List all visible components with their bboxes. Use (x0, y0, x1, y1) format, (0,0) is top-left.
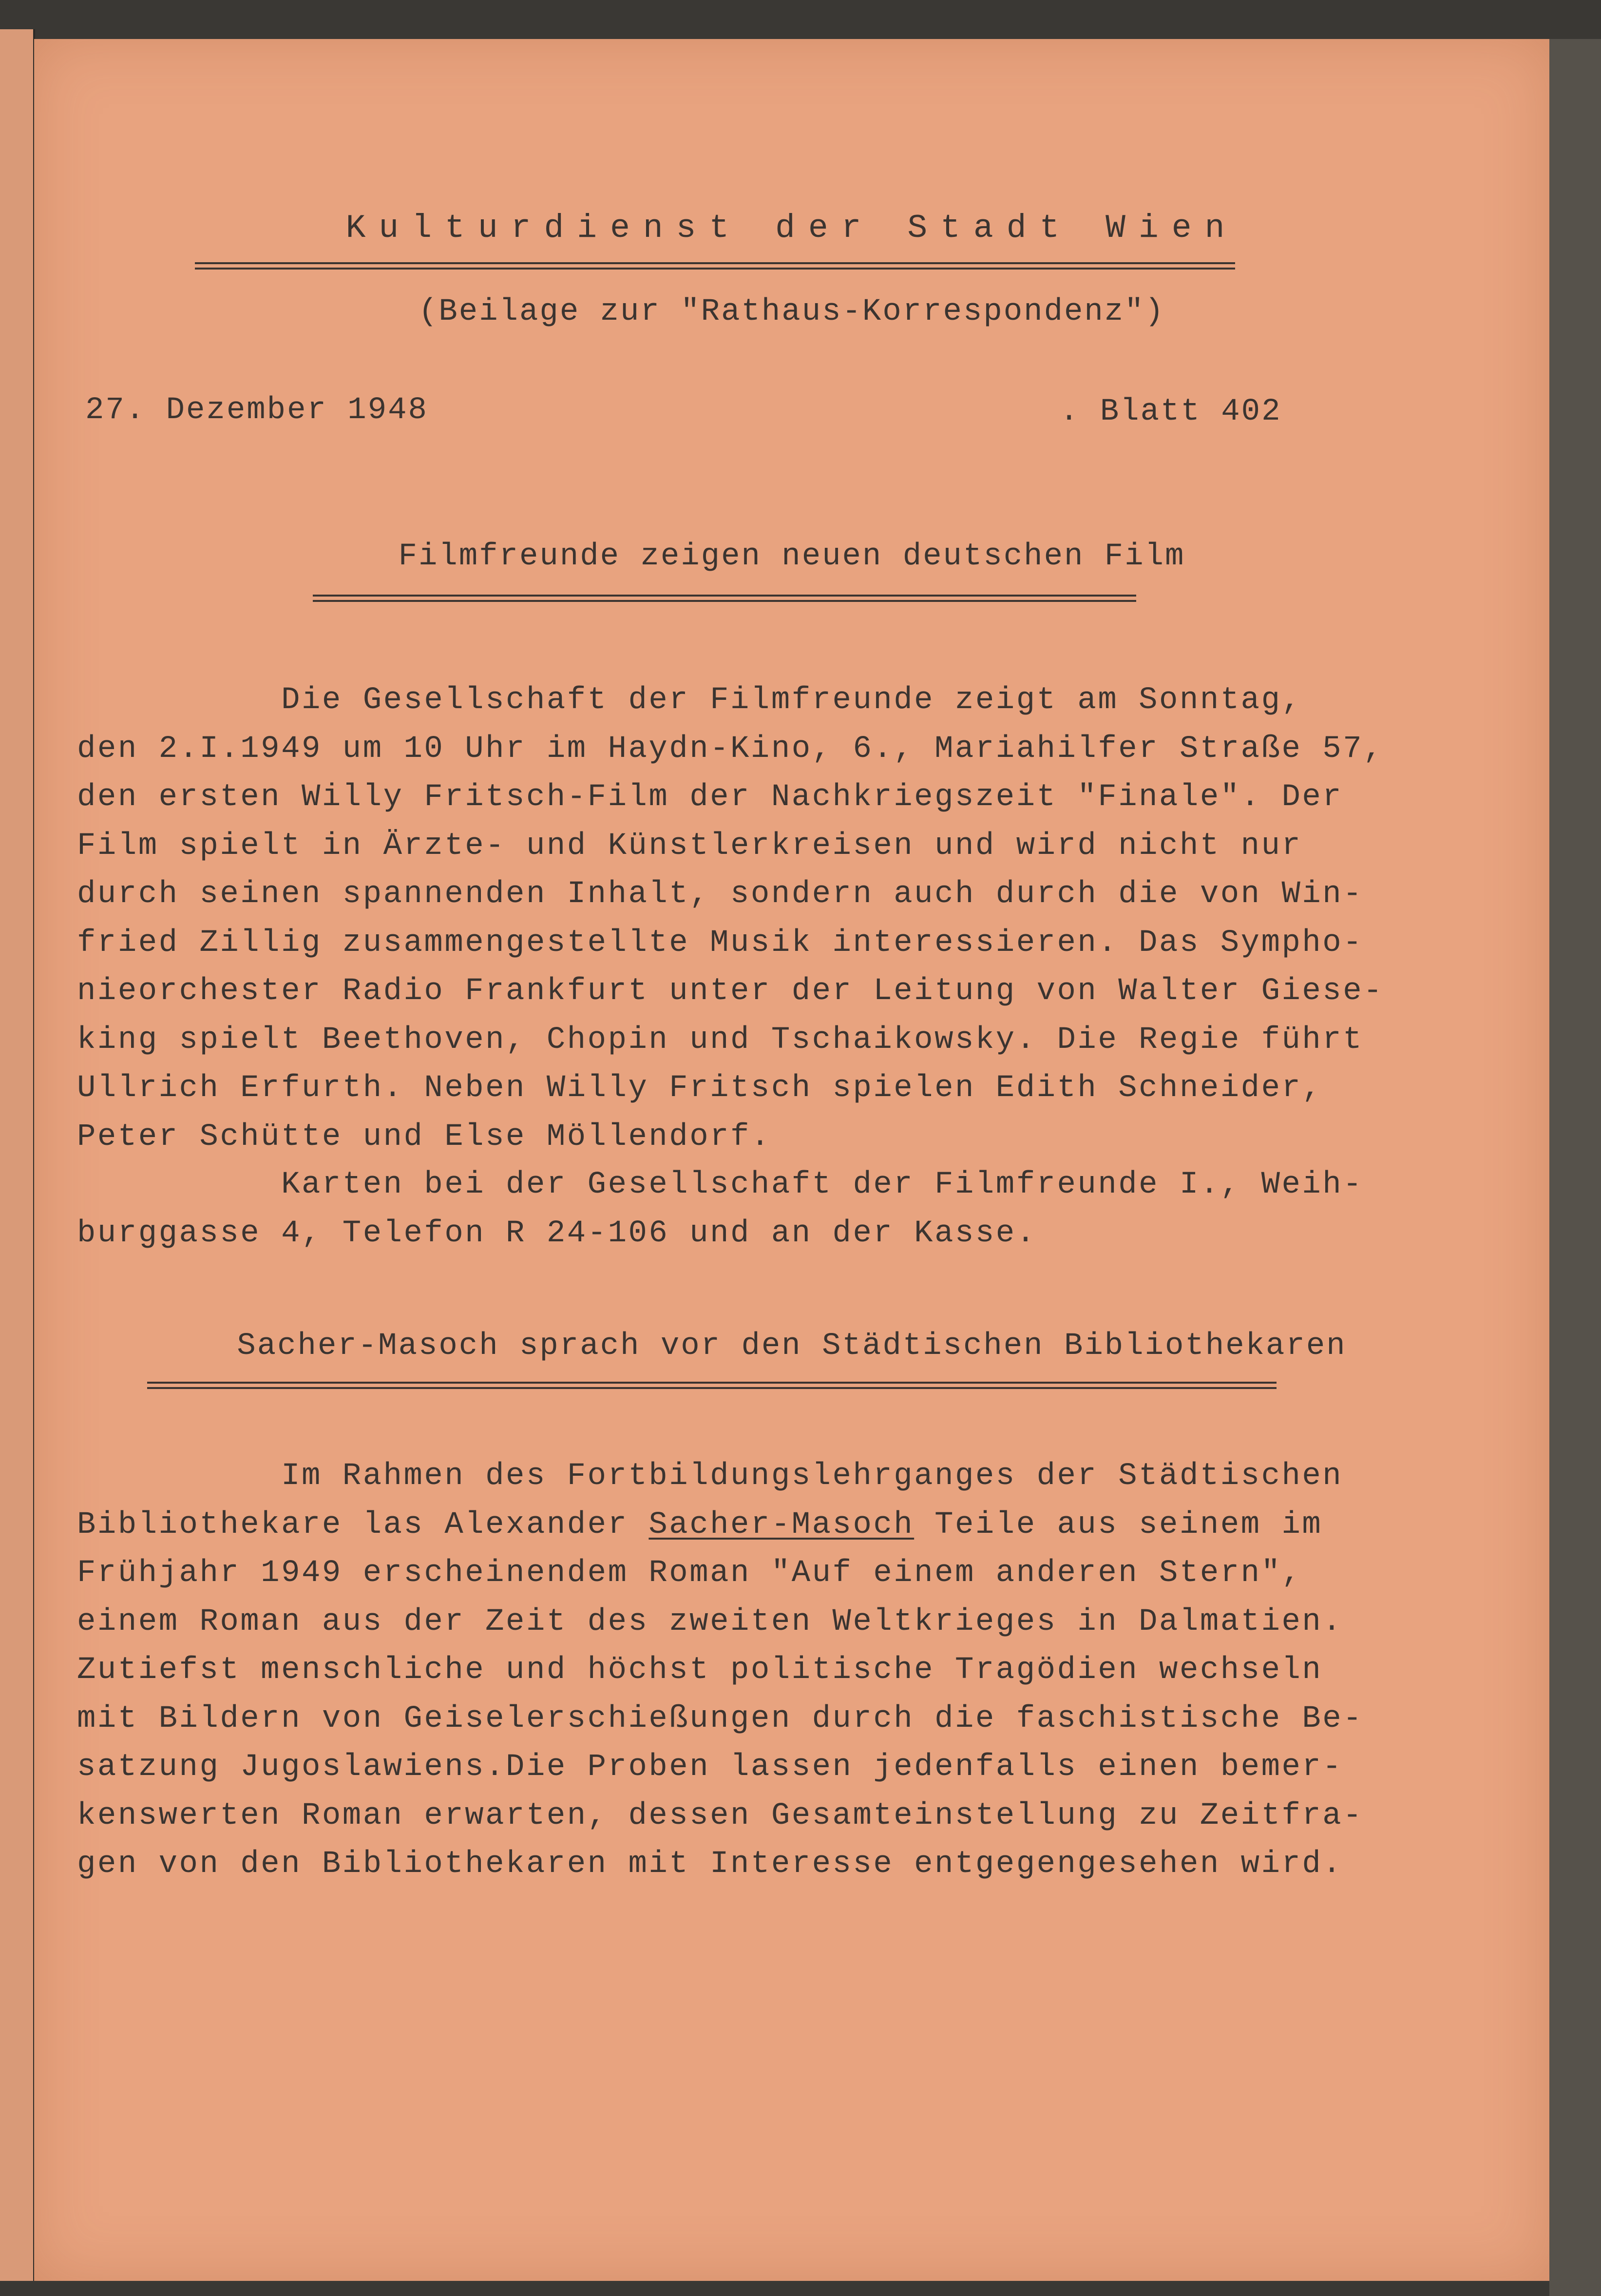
binding-edge (1549, 39, 1601, 2296)
text-fragment: Teile aus seinem im (914, 1507, 1323, 1543)
text-line: king spielt Beethoven, Chopin und Tschaikowsky. Die Regie führt (77, 1022, 1364, 1058)
text-line (77, 1501, 1427, 1550)
text-line: fried Zillig zusammengestellte Musik interessieren. Das Sympho- (77, 925, 1364, 961)
text-line: satzung Jugoslawiens.Die Proben lassen jedenfalls einen bemer- (77, 1750, 1343, 1785)
text-line: durch seinen spannenden Inhalt, sondern auch durch die von Win- (77, 877, 1364, 912)
text-line: Film spielt in Ärzte- und Künstlerkreisen und wird nicht nur (77, 828, 1302, 864)
article2-title: Sacher-Masoch sprach vor den Städtischen Bibliothekaren (237, 1329, 1347, 1364)
article1-paragraph2 (77, 1161, 1427, 1258)
text-fragment: Bibliothekare las Alexander (77, 1507, 649, 1543)
underlined-author-name: Sacher-Masoch (648, 1507, 915, 1543)
text-line: nieorchester Radio Frankfurt unter der Leitung von Walter Giese- (77, 974, 1384, 1009)
document-page (34, 39, 1549, 2281)
article1-title: Filmfreunde zeigen neuen deutschen Film (398, 539, 1185, 574)
text-line: Karten bei der Gesellschaft der Filmfreunde I., Weih- (77, 1167, 1364, 1202)
text-line: einem Roman aus der Zeit des zweiten Weltkrieges in Dalmatien. (77, 1604, 1343, 1640)
header-double-rule (195, 262, 1235, 270)
text-line: Ullrich Erfurth. Neben Willy Fritsch spielen Edith Schneider, (77, 1071, 1323, 1106)
text-line: mit Bildern von Geiselerschießungen durch die faschistische Be- (77, 1701, 1364, 1736)
article1-paragraph1 (77, 676, 1427, 1161)
article1-title-rule (313, 595, 1136, 602)
article2-paragraph (77, 1452, 1427, 1889)
text-line: Peter Schütte und Else Möllendorf. (77, 1119, 771, 1155)
text-line: den ersten Willy Fritsch-Film der Nachkriegszeit "Finale". Der (77, 780, 1343, 815)
sheet-number: . Blatt 402 (1060, 394, 1282, 429)
header-title: Kulturdienst der Stadt Wien (345, 210, 1238, 247)
article2-title-rule (147, 1382, 1277, 1389)
text-line: burggasse 4, Telefon R 24-106 und an der Kasse. (77, 1216, 1037, 1251)
header-subtitle: (Beilage zur "Rathaus-Korrespondenz") (418, 294, 1165, 329)
text-line: Im Rahmen des Fortbildungslehrganges der Städtischen (77, 1459, 1343, 1494)
text-line: Zutiefst menschliche und höchst politische Tragödien wechseln (77, 1653, 1323, 1688)
text-line: kenswerten Roman erwarten, dessen Gesamteinstellung zu Zeitfra- (77, 1798, 1364, 1833)
previous-page-edge (0, 29, 35, 2281)
date: 27. Dezember 1948 (85, 393, 428, 428)
text-line: den 2.I.1949 um 10 Uhr im Haydn-Kino, 6., Mariahilfer Straße 57, (77, 731, 1384, 767)
text-line: Die Gesellschaft der Filmfreunde zeigt am Sonntag, (77, 683, 1302, 718)
text-line: gen von den Bibliothekaren mit Interesse entgegengesehen wird. (77, 1847, 1343, 1882)
text-line: Frühjahr 1949 erscheinendem Roman "Auf einem anderen Stern", (77, 1556, 1302, 1591)
